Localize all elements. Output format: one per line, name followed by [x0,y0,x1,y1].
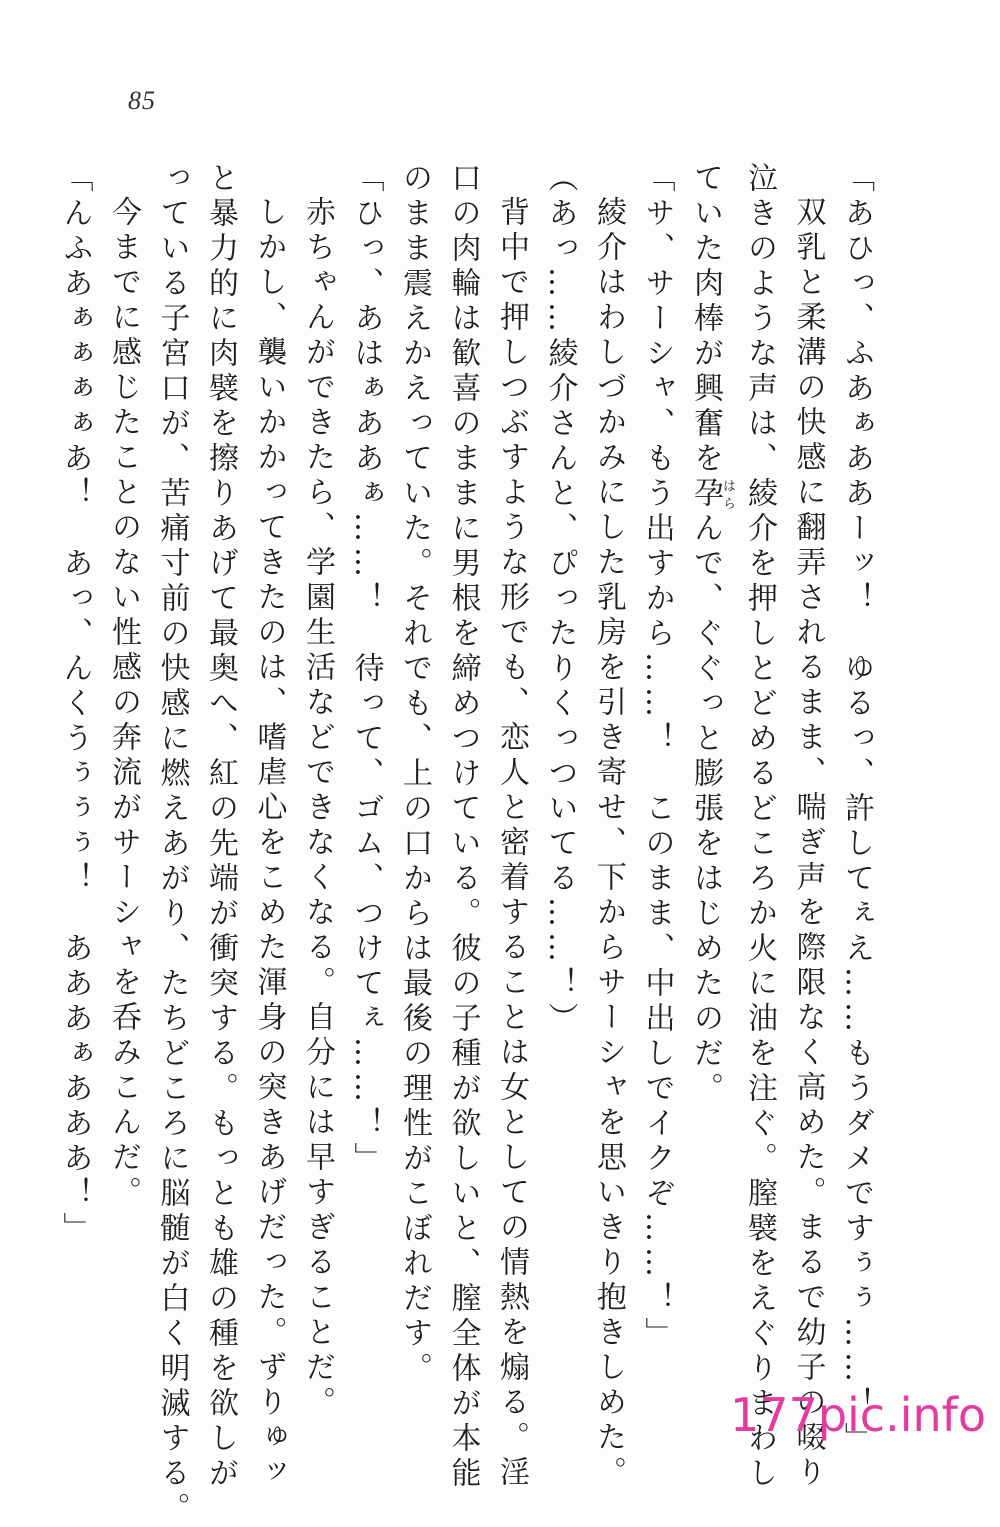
text-line: のまま震えかえっていた。それでも、上の口からは最後の理性がこぼれだす。 [397,162,432,1387]
text-line: （あっ……綾介さんと、ぴったりくっついてる……！） [542,162,578,1037]
text-line: 双乳と柔溝の快感に翻弄されるまま、喘ぎ声を際限なく高めた。まるで幼子の啜り [790,196,826,1491]
text-line: 「んふあぁぁぁぁあ！ あっ、んくうぅぅぅ！ あああぁあああ！」 [57,162,93,1247]
text-line: 今までに感じたことのない性感の奔流がサーシャを呑みこんだ。 [106,196,141,1211]
ruby-annotation: 孕はら [688,477,735,512]
page-number: 85 [128,86,156,115]
text-line: 口の肉輪は歓喜のままに男根を締めつけている。彼の子種が欲しいと、膣全体が本能 [445,162,481,1492]
watermark: 177pic.info [730,1388,986,1442]
text-line: と暴力的に肉襞を擦りあげて最奥へ、紅の先端が衝突する。もっとも雄の種を欲しが [203,162,238,1492]
text-line: 「あひっ、ふあぁああーッ！ ゆるっ、許してぇえ……もうダメですぅぅ……！」 [839,162,874,1457]
text-line: 泣きのような声は、綾介を押しとどめるどころか火に油を注ぐ。膣襞をえぐりまわし [742,162,777,1492]
text-line: しかし、襲いかかってきたのは、嗜虐心をこめた渾身の突きあげだった。ずりゅッ [251,196,287,1491]
text-line: 「サ、サーシャ、もう出すから……！ このまま、中出しでイクぞ……！」 [639,162,675,1352]
text-line: 赤ちゃんができたら、学園生活などできなくなる。自分には早すぎることだ。 [300,196,335,1421]
text-line: 背中で押しつぶすような形でも、恋人と密着することは女としての情熱を煽る。淫 [494,196,529,1491]
ruby-reading: はら [720,477,735,512]
text-line: っている子宮口が、苦痛寸前の快感に燃えあがり、たちどころに脳髄が白く明滅する。 [154,162,190,1527]
text-line: 綾介はわしづかみにした乳房を引き寄せ、下からサーシャを思いきり抱きしめた。 [591,196,626,1491]
text-line: ていた肉棒が興奮を孕はらんで、ぐぐっと膨張をはじめたのだ。 [688,162,735,1107]
text-line: 「ひっ、あはぁああぁ……！ 待って、ゴム、つけてぇ……！」 [348,162,384,1177]
